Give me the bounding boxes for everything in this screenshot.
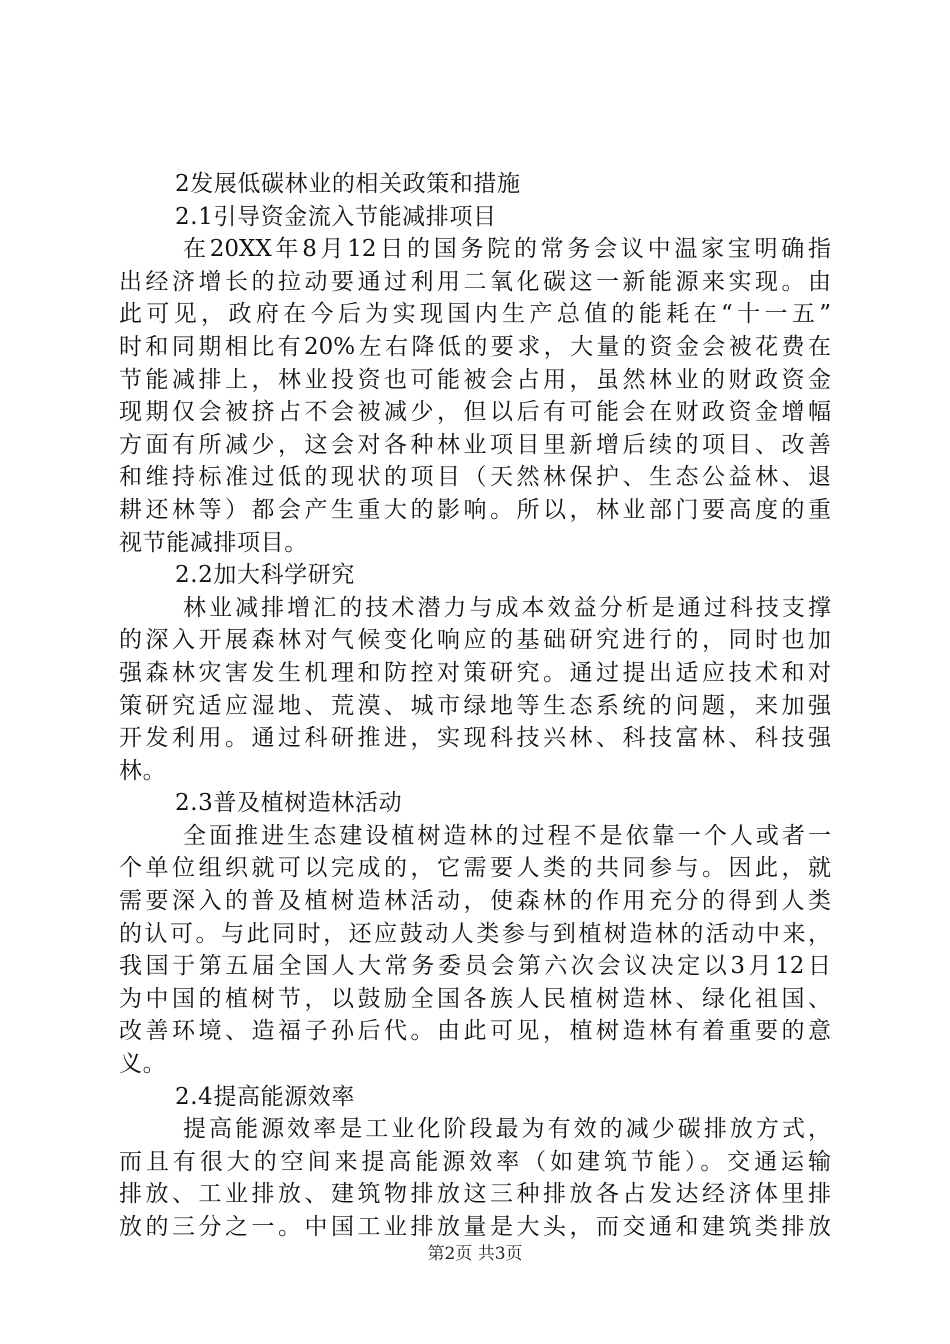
paragraph-line: 出经济增长的拉动要通过利用二氧化碳这一新能源来实现。由 [119, 268, 831, 295]
paragraph-line: 义。 [119, 1051, 167, 1078]
section-heading: 2发展低碳林业的相关政策和措施 [175, 171, 521, 197]
paragraph-line: 全面推进生态建设植树造林的过程不是依靠一个人或者一 [183, 822, 831, 849]
paragraph-line: 节能减排上，林业投资也可能被会占用，虽然林业的财政资金 [119, 366, 831, 393]
section-heading: 2.4提高能源效率 [175, 1083, 355, 1110]
paragraph-line: 个单位组织就可以完成的，它需要人类的共同参与。因此，就 [119, 855, 831, 882]
paragraph-line: 的深入开展森林对气候变化响应的基础研究进行的，同时也加 [119, 627, 831, 654]
paragraph-line: 现期仅会被挤占不会被减少，但以后有可能会在财政资金增幅 [119, 399, 831, 426]
paragraph-line: 和维持标准过低的现状的项目（天然林保护、生态公益林、退 [119, 464, 831, 491]
page-footer: 第2页 共3页 [427, 1244, 523, 1264]
paragraph-line: 时和同期相比有20%左右降低的要求，大量的资金会被花费在 [119, 333, 831, 360]
paragraph-line: 林业减排增汇的技术潜力与成本效益分析是通过科技支撑 [183, 594, 831, 621]
paragraph-line: 提高能源效率是工业化阶段最为有效的减少碳排放方式， [183, 1116, 831, 1143]
paragraph-line: 放的三分之一。中国工业排放量是大头，而交通和建筑类排放 [119, 1214, 831, 1240]
section-heading: 2.3普及植树造林活动 [175, 790, 403, 817]
paragraph-line: 开发利用。通过科研推进，实现科技兴林、科技富林、科技强 [119, 725, 831, 752]
paragraph-line: 耕还林等）都会产生重大的影响。所以，林业部门要高度的重 [119, 496, 831, 523]
paragraph-line: 强森林灾害发生机理和防控对策研究。通过提出适应技术和对 [119, 659, 831, 686]
section-heading: 2.2加大科学研究 [175, 562, 355, 589]
section-heading: 2.1引导资金流入节能减排项目 [175, 203, 497, 230]
paragraph-line: 此可见，政府在今后为实现国内生产总值的能耗在“十一五” [119, 301, 831, 328]
paragraph-line: 为中国的植树节，以鼓励全国各族人民植树造林、绿化祖国、 [119, 985, 831, 1012]
paragraph-line: 视节能减排项目。 [119, 529, 308, 556]
paragraph-line: 策研究适应湿地、荒漠、城市绿地等生态系统的问题，来加强 [119, 692, 831, 719]
paragraph-line: 的认可。与此同时，还应鼓动人类参与到植树造林的活动中来， [119, 920, 831, 947]
paragraph-line: 方面有所减少，这会对各种林业项目里新增后续的项目、改善 [119, 431, 831, 458]
document-body [119, 168, 831, 1244]
paragraph-line: 在20XX年8月12日的国务院的常务会议中温家宝明确指 [183, 236, 831, 263]
paragraph-line: 而且有很大的空间来提高能源效率（如建筑节能）。交通运输 [119, 1148, 831, 1175]
paragraph-line: 我国于第五届全国人大常务委员会第六次会议决定以3月12日 [119, 953, 831, 980]
paragraph-line: 改善环境、造福子孙后代。由此可见，植树造林有着重要的意 [119, 1018, 831, 1045]
paragraph-line: 林。 [119, 757, 167, 784]
paragraph-line: 需要深入的普及植树造林活动，使森林的作用充分的得到人类 [119, 888, 831, 915]
paragraph-line: 排放、工业排放、建筑物排放这三种排放各占发达经济体里排 [119, 1181, 831, 1208]
